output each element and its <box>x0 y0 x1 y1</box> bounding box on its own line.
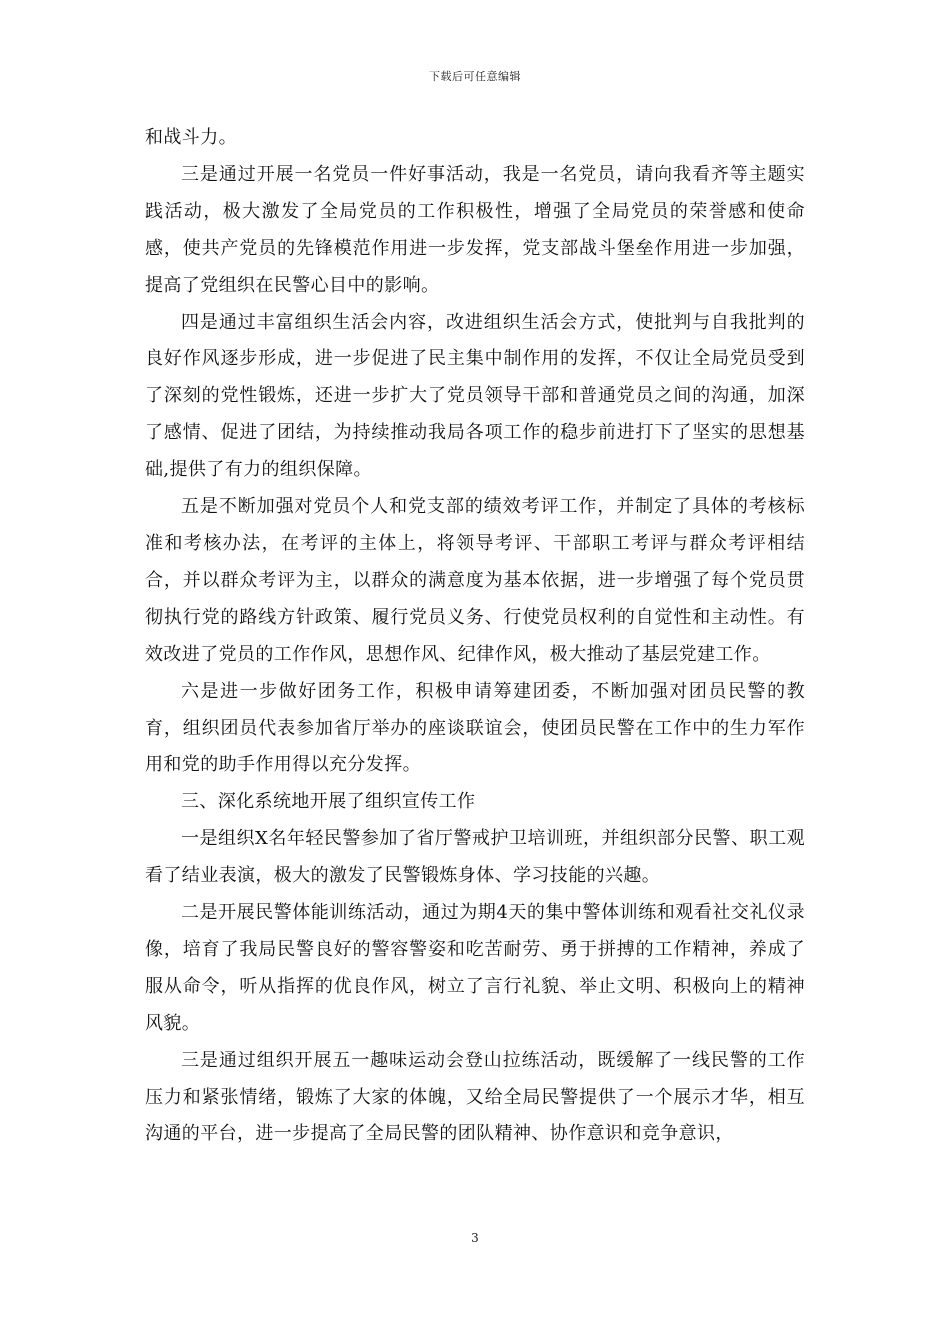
document-body <box>145 120 805 1153</box>
paragraph: 和战斗力。 <box>145 127 237 148</box>
paragraph: 二是开展民警体能训练活动，通过为期4天的集中警体训练和观看社交礼仪录像，培育了我局民警良好的警容警姿和吃苦耐劳、勇于拼搏的工作精神，养成了服从命令，听从指挥的优良作风，树立了言行礼貌、举止文明、积极向上的精神风貌。 <box>145 902 805 1034</box>
section-heading: 三、深化系统地开展了组织宣传工作 <box>181 791 476 813</box>
paragraph: 四是通过丰富组织生活会内容，改进组织生活会方式，使批判与自我批判的良好作风逐步形成，进一步促进了民主集中制作用的发挥，不仅让全局党员受到了深刻的党性锻炼，还进一步扩大了党员领导干部和普通党员之间的沟通，加深了感情、促进了团结，为持续推动我局各项工作的稳步前进打下了坚实的思想基础,提供了有力的组织保障。 <box>145 311 805 481</box>
paragraph: 六是进一步做好团务工作，积极申请筹建团委，不断加强对团员民警的教育，组织团员代表参加省厅举办的座谈联谊会，使团员民警在工作中的生力军作用和党的助手作用得以充分发挥。 <box>145 680 805 776</box>
paragraph: 一是组织X名年轻民警参加了省厅警戒护卫培训班，并组织部分民警、职工观看了结业表演，极大的激发了民警锻炼身体、学习技能的兴趣。 <box>145 828 805 887</box>
page-number: 3 <box>471 1231 479 1245</box>
paragraph: 三是通过组织开展五一趣味运动会登山拉练活动，既缓解了一线民警的工作压力和紧张情绪，锻炼了大家的体魄，又给全局民警提供了一个展示才华，相互沟通的平台，进一步提高了全局民警的团队精神、协作意识和竞争意识， <box>145 1049 805 1145</box>
page-header: 下载后可任意编辑 <box>429 70 521 83</box>
paragraph: 三是通过开展一名党员一件好事活动，我是一名党员，请向我看齐等主题实践活动，极大激发了全局党员的工作积极性，增强了全局党员的荣誉感和使命感，使共产党员的先锋模范作用进一步发挥，党支部战斗堡垒作用进一步加强，提高了党组织在民警心目中的影响。 <box>145 163 805 296</box>
paragraph: 五是不断加强对党员个人和党支部的绩效考评工作，并制定了具体的考核标准和考核办法，在考评的主体上，将领导考评、干部职工考评与群众考评相结合，并以群众考评为主，以群众的满意度为基本依据，进一步增强了每个党员贯彻执行党的路线方针政策、履行党员义务、行使党员权利的自觉性和主动性。有效改进了党员的工作作风，思想作风、纪律作风，极大推动了基层党建工作。 <box>145 496 805 665</box>
